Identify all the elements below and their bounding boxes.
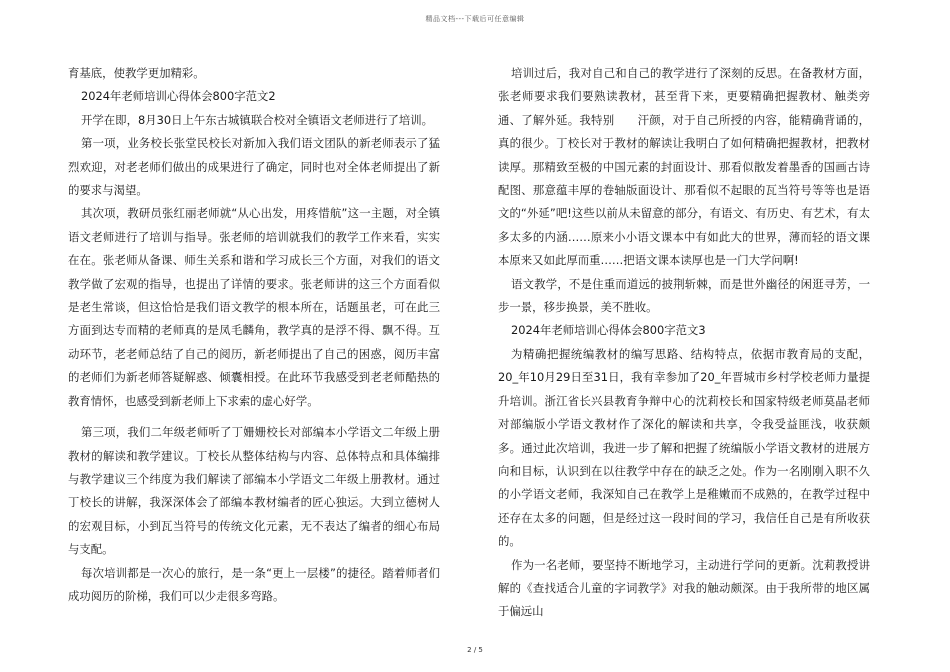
paragraph: 语文教学，不是住重而道远的披荆斩棘，而是世外幽径的闲逛寻芳，一步一景，移步换景，美不胜收。: [498, 276, 870, 315]
page-header: 精品文档---下载后可任意编辑: [425, 15, 525, 23]
paragraph: 作为一名老师，要坚持不断地学习，主动进行学问的更新。沈莉教授讲解的《查找适合儿童的字词教学》对我的触动颇深。由于我所带的地区属于偏远山: [498, 557, 870, 619]
paragraph: 其次项，教研员张红丽老师就“从心出发，用疼惜航”这一主题，对全镇语文老师进行了培训与指导。张老师的培训就我们的教学工作来看，实实在在。张老师从备课、师生关系和谐和学习成长三个方面，对我们的语文教学做了宏观的指导，也提出了详情的要求。张老师讲的这三个方面看似是老生常谈，但这恰恰是我们语文教学的根本所在，话题虽老，可在此三方面到达专而精的老师真的是凤毛麟角，教学真的是浮不得、飘不得。互动环节，老老师总结了自己的阅历，新老师提出了自己的困惑，阅历丰富的老师们为新老师答疑解惑、倾囊相授。在此环节我感受到老老师酷热的教育情怀，也感受到新老师上下求索的虚心好学。: [68, 206, 440, 408]
paragraph: 培训过后，我对自己和自己的教学进行了深刻的反思。在备教材方面，张老师要求我们要熟读教材，甚至背下来，更要精确把握教材、触类旁通、了解外延。我特别 汗颜，对于自己所授的内容，能精确背诵的，真的很少。丁校长对于教材的解读让我明白了如何精确把握教材，把教材读厚。那精致至极的中国元素的封面设计、那看似散发着墨香的国画古诗配图、那意蕴丰厚的卷轴版面设计、那看似不起眼的瓦当符号等等也是语文的“外延”吧!这些以前从未留意的部分，有语文、有历史、有艺术，有太多太多的内涵……原来小小语文课本中有如此大的世界，薄而轻的语文课本原来又如此厚而重……把语文课本读厚也是一门大学问啊!: [498, 66, 870, 268]
paragraph: 为精确把握统编教材的编写思路、结构特点，依据市教育局的支配，20_年10月29日至31日，我有幸参加了20_年晋城市乡村学校老师力量提升培训。浙江省长兴县教育争辩中心的沈莉校长和国家特级老师莫晶老师对部编版小学语文教材作了深化的解读和共享，令我受益匪浅，收获颇多。通过此次培训，我进一步了解和把握了统编版小学语文教材的进展方向和目标，认识到在以往教学中存在的缺乏之处。作为一名刚刚入职不久的小学语文老师，我深知自己在教学上是稚嫩而不成熟的，在教学过程中还存在太多的问题，但是经过这一段时间的学习，我信任自己是有所收获的。: [498, 346, 870, 549]
paragraph: 第三项，我们二年级老师听了丁姗姗校长对部编本小学语文二年级上册教材的解读和教学建议。丁校长从整体结构与内容、总体特点和具体编排与教学建议三个纬度为我们解读了部编本小学语文二年级上册教材。通过丁校长的讲解，我深深体会了部编本教材编者的匠心独运。大到立德树人的宏观目标，小到瓦当符号的传统文化元素，无不表达了编者的细心布局与支配。: [68, 425, 440, 557]
paragraph: 育基底，使教学更加精彩。: [68, 66, 205, 80]
section-title: 2024年老师培训心得体会800字范文2: [81, 89, 276, 104]
left-column: [68, 62, 440, 608]
paragraph: 第一项，业务校长张堂民校长对新加入我们语文团队的新老师表示了猛烈欢迎，对老老师们做出的成果进行了确定，同时也对全体老师提出了新的要求与渴望。: [68, 136, 440, 198]
paragraph: 开学在即，8月30日上午东古城镇联合校对全镇语文老师进行了培训。: [81, 112, 434, 127]
section-title: 2024年老师培训心得体会800字范文3: [511, 323, 706, 338]
page-number: 2 / 5: [467, 646, 483, 654]
right-column: [498, 62, 870, 624]
paragraph: 每次培训都是一次心的旅行，是一条“更上一层楼”的捷径。踏着师者们成功阅历的阶梯，我们可以少走很多弯路。: [68, 565, 440, 603]
